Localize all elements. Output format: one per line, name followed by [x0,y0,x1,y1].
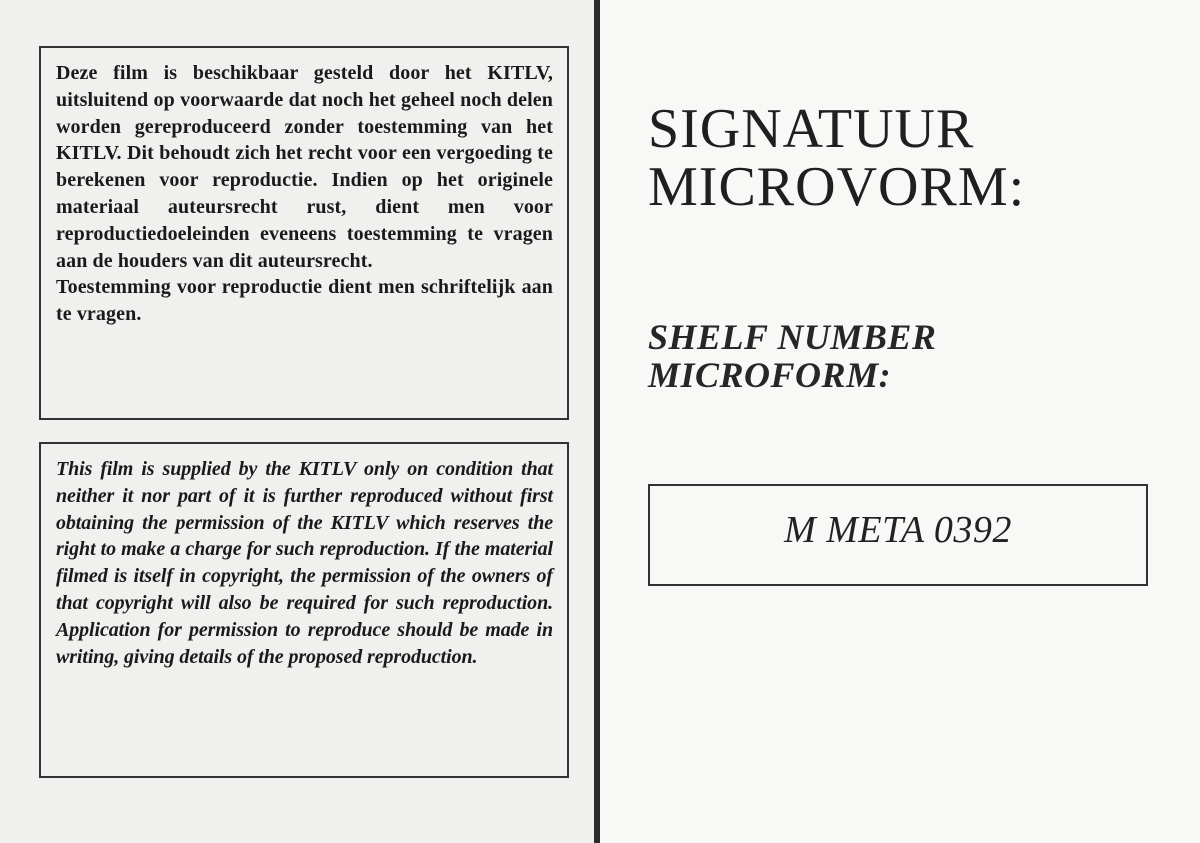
signatuur-heading [648,100,1025,216]
signatuur-heading-line-1: SIGNATUUR [648,98,975,160]
shelf-number-heading-line-1: SHELF NUMBER [648,317,937,357]
shelf-number-box [648,484,1148,586]
english-notice-paragraph-1: This film is supplied by the KITLV only on condition that neither it nor part of it is further reproduced without first obtaining the permission of the KITLV which reserves the right to make a charge for such reproduction. If the material filmed is itself in copyright, the permission of the owners of that copyright will also be required for such reproduction. Application for permission to reproduce should be made in writing, giving details of the proposed reproduction. [56,458,553,668]
dutch-notice-paragraph-2: Toestemming voor reproductie dient men schriftelijk aan te vragen. [56,276,553,326]
shelf-number-heading [648,318,936,394]
shelf-number-value: M META 0392 [784,509,1012,551]
english-notice-box [39,442,569,778]
dutch-notice-paragraph-1: Deze film is beschikbaar gesteld door het KITLV, uitsluitend op voorwaarde dat noch het geheel noch delen worden gereproduceerd zonder toestemming van het KITLV. Dit behoudt zich het recht voor een vergoeding te berekenen voor reproductie. Indien op het originele materiaal auteursrecht rust, dient men voor reproductiedoeleinden eveneens toestemming te vragen aan de houders van dit auteursrecht. [56,62,553,272]
english-notice-text [56,456,553,670]
dutch-notice-box [39,46,569,420]
left-sheet [0,0,594,843]
shelf-number-heading-line-2: MICROFORM: [648,355,892,395]
dutch-notice-text [56,60,553,328]
signatuur-heading-line-2: MICROVORM: [648,156,1026,218]
